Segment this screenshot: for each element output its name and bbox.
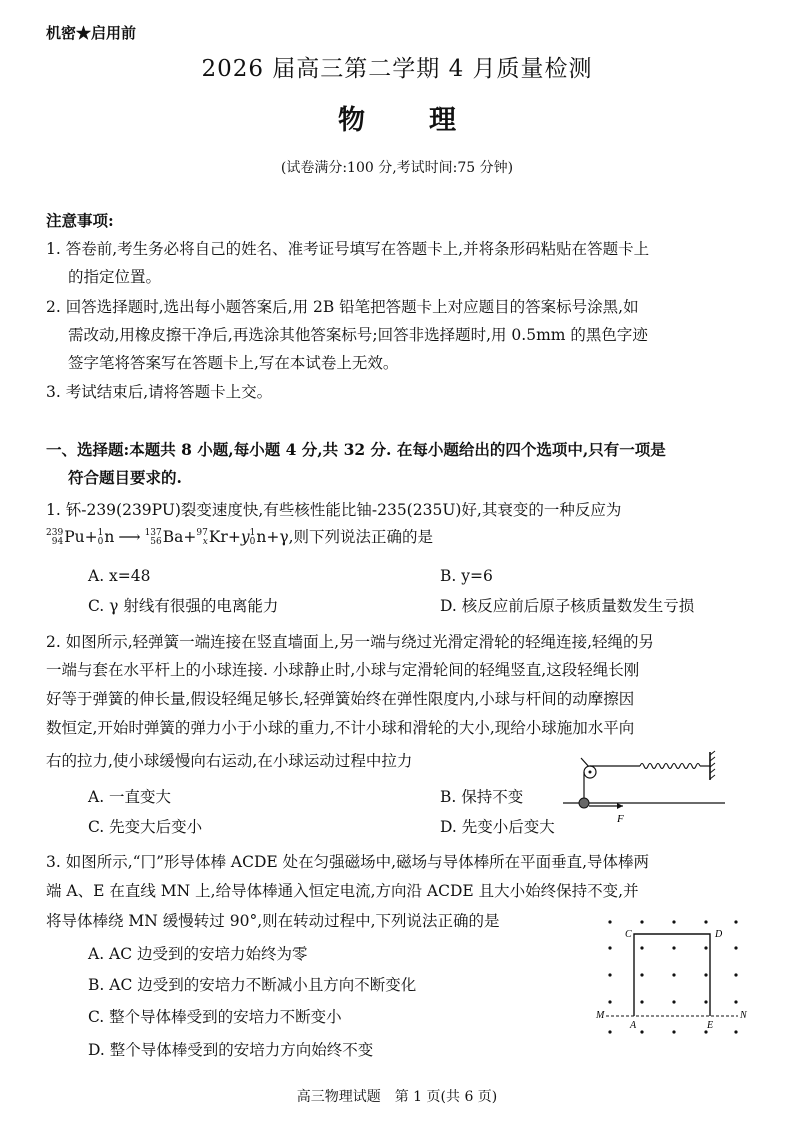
q2-spring-pulley-figure xyxy=(555,748,730,826)
nuclide-n2: 1 0n xyxy=(249,528,267,547)
conductor-rod xyxy=(634,934,710,1016)
q2-option-c[interactable]: C. 先变大后变小 xyxy=(88,818,203,836)
q2-stem-3: 好等于弹簧的伸长量,假设轻绳足够长,轻弹簧始终在弹性限度内,小球与杆间的动摩擦因 xyxy=(46,690,635,708)
page-footer: 高三物理试题 第 1 页(共 6 页) xyxy=(296,1089,498,1105)
q2-stem-4: 数恒定,开始时弹簧的弹力小于小球的重力,不计小球和滑轮的大小,现给小球施加水平向 xyxy=(46,719,635,737)
q3-stem-3: 将导体棒绕 MN 缓慢转过 90°,则在转动过程中,下列说法正确的是 xyxy=(46,912,500,930)
notice-item-1-cont: 的指定位置。 xyxy=(68,268,162,286)
q3-stem-2: 端 A、E 在直线 MN 上,给导体棒通入恒定电流,方向沿 ACDE 且大小始终保持不变,并 xyxy=(46,882,639,900)
q3-magnetic-field-figure xyxy=(592,912,752,1042)
subject-char-1: 物 xyxy=(338,105,365,136)
subject-char-2: 理 xyxy=(429,105,456,136)
notice-item-2: 2. 回答选择题时,选出每小题答案后,用 2B 铅笔把答题卡上对应题目的答案标号涂黑,如 xyxy=(46,298,639,316)
q2-option-d[interactable]: D. 先变小后变大 xyxy=(440,818,555,836)
notice-item-3: 3. 考试结束后,请将答题卡上交。 xyxy=(46,383,273,401)
q1-option-b[interactable]: B. y=6 xyxy=(440,567,493,585)
q2-stem-2: 一端与套在水平杆上的小球连接. 小球静止时,小球与定滑轮间的轻绳竖直,这段轻绳长刚 xyxy=(46,661,640,679)
label-c: C xyxy=(625,929,632,940)
spring-icon xyxy=(640,764,700,769)
q3-option-d[interactable]: D. 整个导体棒受到的安培力方向始终不变 xyxy=(88,1041,374,1059)
q2-stem-1: 2. 如图所示,轻弹簧一端连接在竖直墙面上,另一端与绕过光滑定滑轮的轻绳连接,轻绳的另 xyxy=(46,633,654,651)
notice-item-2-cont2: 签字笔将答案写在答题卡上,写在本试卷上无效。 xyxy=(68,354,399,372)
nuclide-n: 1 0n xyxy=(97,528,115,547)
q2-stem-5: 右的拉力,使小球缓慢向右运动,在小球运动过程中拉力 xyxy=(46,752,413,770)
subject-title xyxy=(0,98,794,137)
q1-option-a[interactable]: A. x=48 xyxy=(88,567,151,585)
ball-icon xyxy=(579,798,589,808)
nuclide-pu: 239 94Pu xyxy=(46,528,85,547)
q3-option-b[interactable]: B. AC 边受到的安培力不断减小且方向不断变化 xyxy=(88,976,417,994)
exam-info: (试卷满分:100 分,考试时间:75 分钟) xyxy=(280,160,514,176)
q3-option-a[interactable]: A. AC 边受到的安培力始终为零 xyxy=(88,945,308,963)
confidential-mark: 机密★启用前 xyxy=(46,24,137,42)
notice-item-1: 1. 答卷前,考生务必将自己的姓名、准考证号填写在答题卡上,并将条形码粘贴在答题卡上 xyxy=(46,240,650,258)
force-label: F xyxy=(617,813,624,825)
q1-equation: 239 94Pu+1 0n ⟶ 137 56Ba+97 xKr+y1 0n+γ,则下列说法正确的是 xyxy=(46,528,434,547)
label-n: N xyxy=(740,1010,747,1021)
q3-option-c[interactable]: C. 整个导体棒受到的安培力不断变小 xyxy=(88,1008,342,1026)
label-d: D xyxy=(715,929,723,940)
q2-option-a[interactable]: A. 一直变大 xyxy=(88,788,172,806)
section-heading-cont: 符合题目要求的. xyxy=(68,468,182,487)
exam-title: 2026 届高三第二学期 4 月质量检测 xyxy=(201,56,593,82)
label-m: M xyxy=(596,1010,605,1021)
label-a: A xyxy=(630,1020,637,1031)
nuclide-ba: 137 56Ba xyxy=(144,528,184,547)
notice-item-2-cont: 需改动,用橡皮擦干净后,再选涂其他答案标号;回答非选择题时,用 0.5mm 的黑色字迹 xyxy=(68,326,648,344)
reaction-arrow: ⟶ xyxy=(118,528,141,546)
nuclide-kr: 97 xKr xyxy=(196,528,228,547)
q3-stem-1: 3. 如图所示,“冂”形导体棒 ACDE 处在匀强磁场中,磁场与导体棒所在平面垂直,导体棒两 xyxy=(46,853,649,871)
label-e: E xyxy=(707,1020,714,1031)
notice-heading: 注意事项: xyxy=(46,211,114,230)
q1-option-d[interactable]: D. 核反应前后原子核质量数发生亏损 xyxy=(440,597,695,615)
q2-option-b[interactable]: B. 保持不变 xyxy=(440,788,524,806)
q1-option-c[interactable]: C. γ 射线有很强的电离能力 xyxy=(88,597,279,615)
section-heading: 一、选择题:本题共 8 小题,每小题 4 分,共 32 分. 在每小题给出的四个选项中,只有一项是 xyxy=(46,440,666,459)
q1-stem: 1. 钚-239(239PU)裂变速度快,有些核性能比铀-235(235U)好,其衰变的一种反应为 xyxy=(46,501,622,519)
